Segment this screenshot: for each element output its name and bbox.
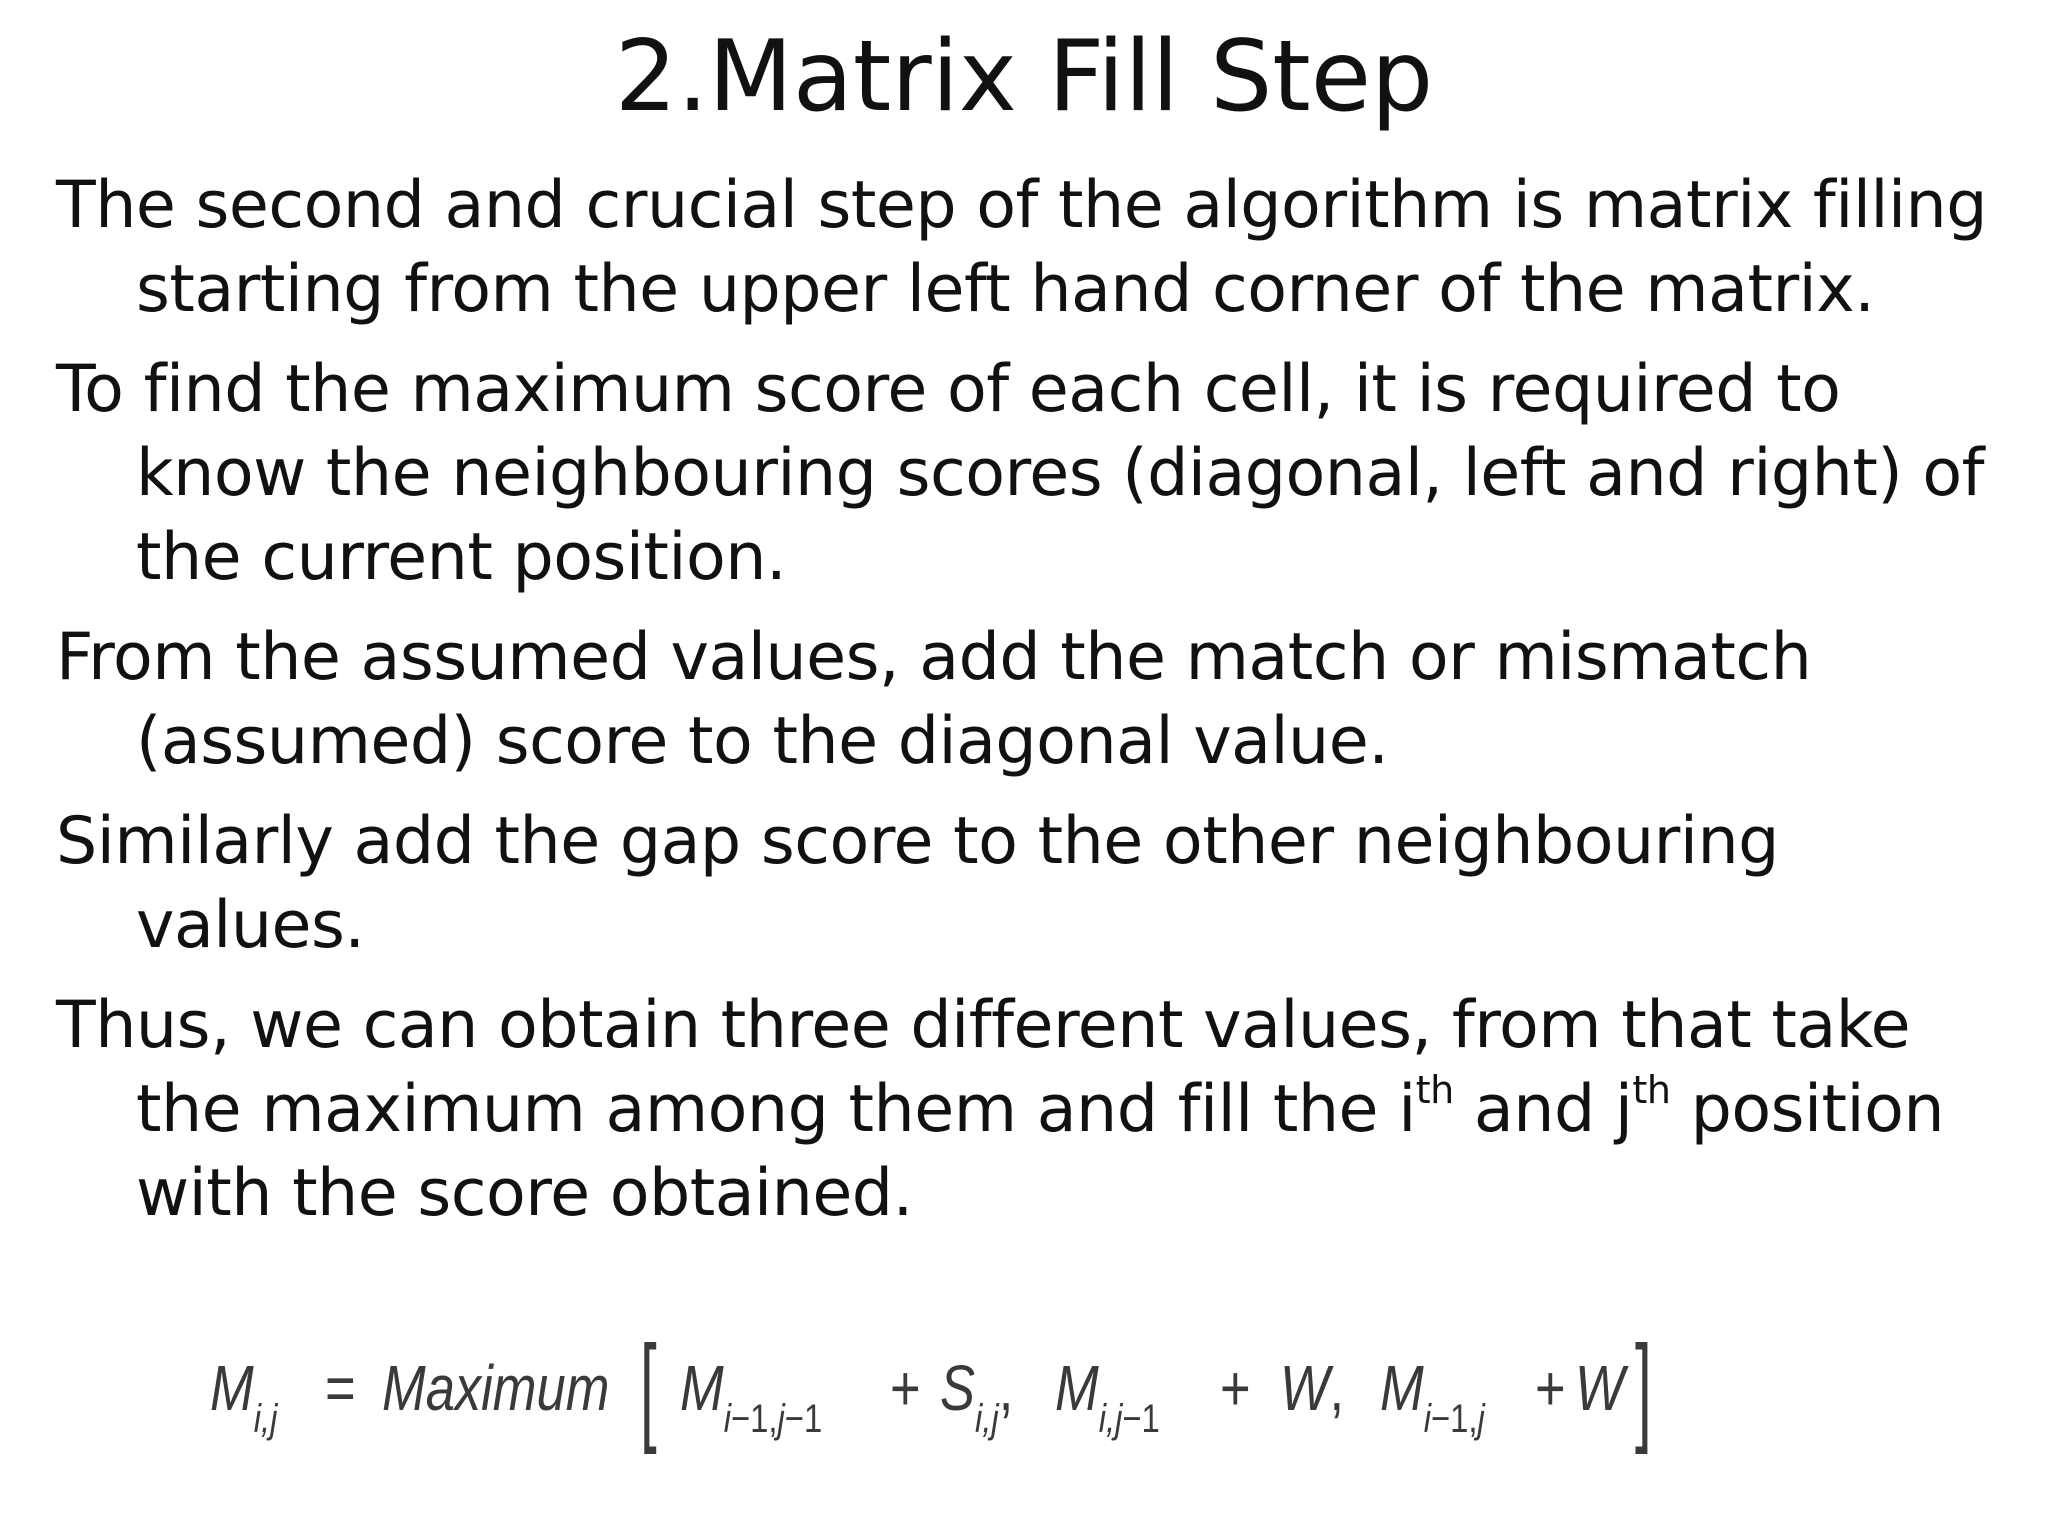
paragraph-5-part-3: position with the score obtained.: [136, 1072, 1945, 1231]
formula-term-5: $M_{i-1,j}$: [1380, 1352, 1485, 1441]
paragraph-5-part-1: Thus, we can obtain three different values, from that take the maximum among them and fill the i: [56, 988, 1911, 1147]
formula-function: Maximum: [382, 1352, 610, 1424]
formula-term-3: $M_{i,j-1}$: [1055, 1352, 1160, 1441]
superscript-th-j: th: [1632, 1068, 1671, 1112]
formula-plus-2: +: [1220, 1352, 1251, 1424]
formula-term-2: $S_{i,j}$,: [940, 1352, 1014, 1441]
slide-title: 2.Matrix Fill Step: [614, 20, 1434, 134]
formula-plus-1: +: [890, 1352, 921, 1424]
superscript-th-i: th: [1415, 1068, 1454, 1112]
paragraph-5-part-2: and j: [1453, 1072, 1633, 1147]
formula-close-bracket: ]: [1635, 1321, 1652, 1455]
formula-term-1: $M_{i-1,j-1}$: [680, 1352, 823, 1441]
formula-open-bracket: [: [640, 1321, 657, 1455]
formula-term-6: W: [1575, 1352, 1625, 1424]
formula-lhs: $M_{i,j}$: [210, 1352, 278, 1441]
paragraph-1: The second and crucial step of the algorithm is matrix filling starting from the upper left hand corner of the matrix.: [56, 168, 1987, 327]
formula-equals: =: [325, 1352, 356, 1424]
paragraph-3: From the assumed values, add the match or mismatch (assumed) score to the diagonal value.: [56, 620, 1812, 779]
formula-term-4: W,: [1280, 1352, 1345, 1424]
paragraph-4: Similarly add the gap score to the other neighbouring values.: [56, 804, 1779, 963]
formula-plus-3: +: [1535, 1352, 1566, 1424]
slide-body: [56, 164, 2016, 1252]
paragraph-2: To find the maximum score of each cell, it is required to know the neighbouring scores (diagonal, left and right) of the current position.: [56, 352, 1985, 595]
recurrence-formula: [210, 1320, 1680, 1470]
paragraph-5: [56, 984, 2016, 1236]
